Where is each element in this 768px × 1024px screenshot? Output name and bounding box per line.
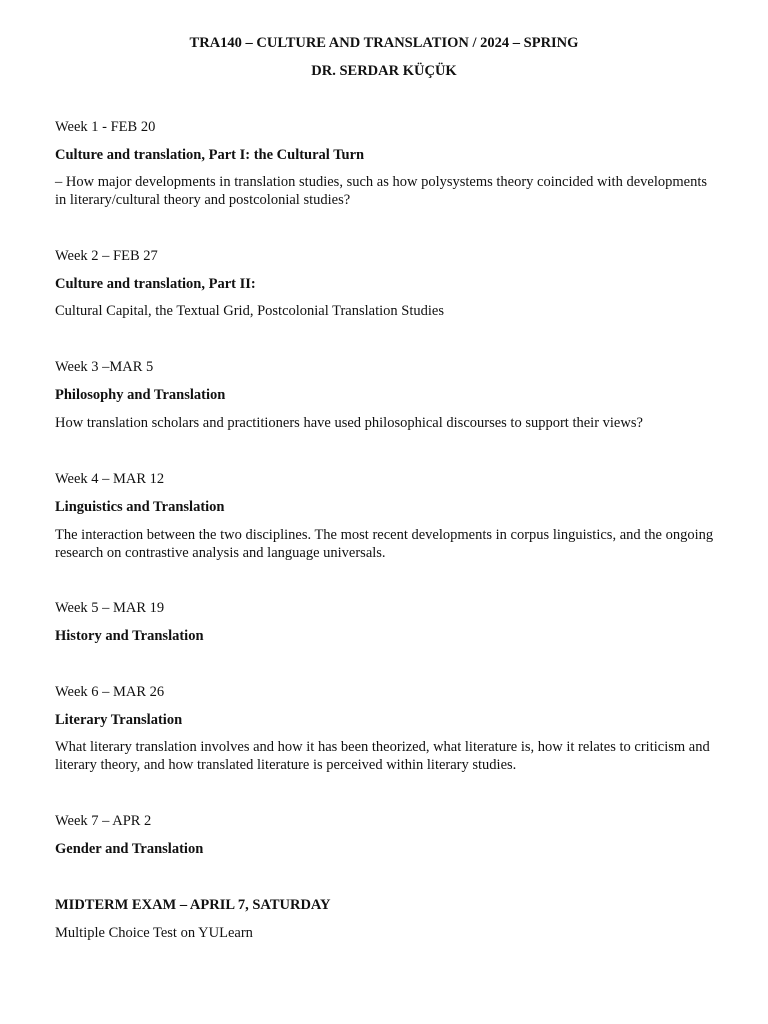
week-topic-title: Philosophy and Translation bbox=[55, 387, 226, 403]
week-topic-description: What literary translation involves and how it has been theorized, what literature is, how it relates to criticism and literary theory, and how translated literature is perceived within literary studies. bbox=[55, 739, 710, 773]
week-topic-title: Literary Translation bbox=[55, 712, 183, 728]
midterm-description: Multiple Choice Test on YULearn bbox=[55, 925, 253, 941]
course-title: TRA140 – CULTURE AND TRANSLATION / 2024 – SPRING bbox=[189, 35, 579, 51]
week-heading: Week 1 - FEB 20 bbox=[55, 119, 156, 135]
week-heading: Week 4 – MAR 12 bbox=[55, 471, 165, 487]
week-heading: Week 7 – APR 2 bbox=[55, 813, 152, 829]
week-topic-description: – How major developments in translation studies, such as how polysystems theory coincided with developments in literary/cultural theory and postcolonial studies? bbox=[55, 174, 707, 208]
week-topic-description: Cultural Capital, the Textual Grid, Postcolonial Translation Studies bbox=[55, 303, 444, 319]
week-topic-description: How translation scholars and practitioners have used philosophical discourses to support their views? bbox=[55, 415, 643, 431]
week-topic-title: Gender and Translation bbox=[55, 841, 204, 857]
week-topic-title: Culture and translation, Part I: the Cultural Turn bbox=[55, 147, 365, 163]
week-topic-title: History and Translation bbox=[55, 628, 204, 644]
week-heading: Week 6 – MAR 26 bbox=[55, 684, 165, 700]
instructor-name: DR. SERDAR KÜÇÜK bbox=[311, 63, 457, 79]
week-topic-title: Linguistics and Translation bbox=[55, 499, 225, 515]
midterm-title: MIDTERM EXAM – APRIL 7, SATURDAY bbox=[55, 897, 331, 913]
week-heading: Week 2 – FEB 27 bbox=[55, 248, 158, 264]
week-heading: Week 5 – MAR 19 bbox=[55, 600, 165, 616]
week-topic-description: The interaction between the two disciplines. The most recent developments in corpus linguistics, and the ongoing research on contrastive analysis and language universals. bbox=[55, 527, 714, 561]
week-topic-title: Culture and translation, Part II: bbox=[55, 276, 256, 292]
week-heading: Week 3 –MAR 5 bbox=[55, 359, 154, 375]
